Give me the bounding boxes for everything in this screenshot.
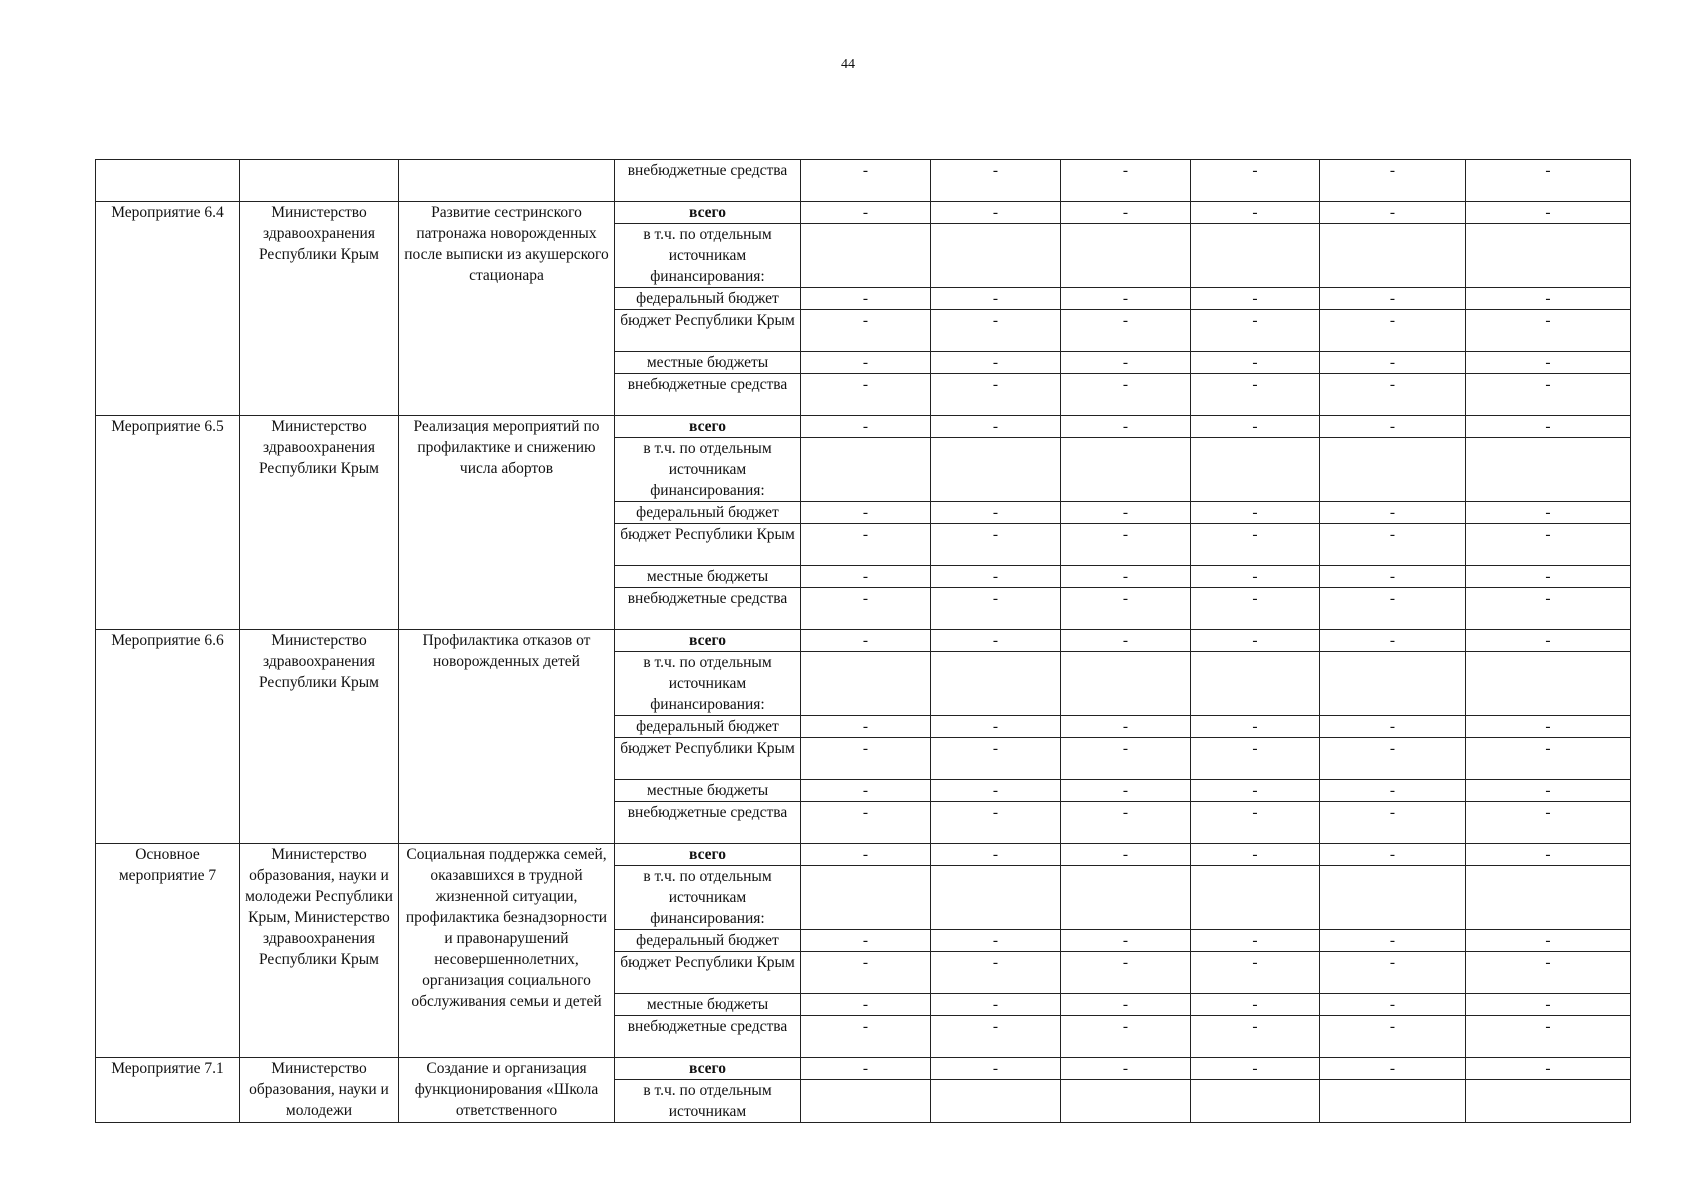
source-incl: в т.ч. по отдельным источникам финансирования:: [615, 652, 801, 716]
value-cell: [1191, 1080, 1320, 1123]
executor-cell: Министерство образования, науки и молодежи: [240, 1058, 399, 1123]
source-local: местные бюджеты: [615, 994, 801, 1016]
source-extra: внебюджетные средства: [615, 374, 801, 416]
source-federal: федеральный бюджет: [615, 716, 801, 738]
value-cell: -: [1320, 502, 1466, 524]
value-cell: -: [1320, 952, 1466, 994]
value-cell: -: [931, 716, 1061, 738]
value-cell: -: [1320, 1016, 1466, 1058]
value-cell: -: [1191, 780, 1320, 802]
value-cell: -: [1061, 994, 1191, 1016]
value-cell: -: [801, 588, 931, 630]
value-cell: -: [801, 416, 931, 438]
value-cell: [1320, 866, 1466, 930]
value-cell: -: [1466, 202, 1631, 224]
value-cell: -: [1061, 352, 1191, 374]
value-cell: -: [1466, 288, 1631, 310]
value-cell: -: [1466, 1016, 1631, 1058]
value-cell: -: [931, 288, 1061, 310]
value-cell: -: [1466, 566, 1631, 588]
source-total: всего: [615, 202, 801, 224]
table-row: [96, 1058, 1631, 1080]
source-extra: внебюджетные средства: [615, 1016, 801, 1058]
value-cell: -: [931, 1016, 1061, 1058]
source-total: всего: [615, 1058, 801, 1080]
value-cell: -: [1061, 630, 1191, 652]
value-cell: -: [1191, 994, 1320, 1016]
value-cell: -: [1466, 930, 1631, 952]
value-cell: [931, 1080, 1061, 1123]
value-cell: -: [931, 844, 1061, 866]
value-cell: -: [1061, 374, 1191, 416]
value-cell: -: [931, 738, 1061, 780]
value-cell: -: [1320, 202, 1466, 224]
value-cell: -: [801, 1058, 931, 1080]
value-cell: -: [1191, 502, 1320, 524]
value-cell: -: [1061, 802, 1191, 844]
value-cell: [801, 1080, 931, 1123]
value-cell: -: [1191, 588, 1320, 630]
value-cell: -: [1061, 566, 1191, 588]
value-cell: -: [931, 588, 1061, 630]
value-cell: -: [931, 416, 1061, 438]
value-cell: [1061, 224, 1191, 288]
value-cell: -: [931, 566, 1061, 588]
value-cell: -: [1320, 738, 1466, 780]
value-cell: -: [1320, 588, 1466, 630]
value-cell: [801, 438, 931, 502]
value-cell: [931, 438, 1061, 502]
source-incl: в т.ч. по отдельным источникам финансирования:: [615, 866, 801, 930]
source-federal: федеральный бюджет: [615, 502, 801, 524]
value-cell: [931, 652, 1061, 716]
value-cell: -: [801, 310, 931, 352]
value-cell: -: [1191, 1016, 1320, 1058]
value-cell: [1320, 438, 1466, 502]
value-cell: -: [801, 288, 931, 310]
source-total: всего: [615, 630, 801, 652]
source-republic: бюджет Республики Крым: [615, 310, 801, 352]
source-incl: в т.ч. по отдельным источникам: [615, 1080, 801, 1123]
name-cell: Создание и организация функционирования «Школа ответственного: [399, 1058, 615, 1123]
value-cell: -: [1061, 524, 1191, 566]
value-cell: -: [1320, 994, 1466, 1016]
value-cell: [1061, 866, 1191, 930]
source-federal: федеральный бюджет: [615, 930, 801, 952]
value-cell: -: [1061, 1016, 1191, 1058]
value-cell: -: [1191, 1058, 1320, 1080]
value-cell: -: [1320, 1058, 1466, 1080]
value-cell: -: [1191, 930, 1320, 952]
value-cell: -: [1191, 416, 1320, 438]
value-cell: [801, 652, 931, 716]
executor-cell: Министерство здравоохранения Республики Крым: [240, 202, 399, 416]
source-total: всего: [615, 844, 801, 866]
value-cell: -: [1061, 416, 1191, 438]
name-cell: Социальная поддержка семей, оказавшихся в трудной жизненной ситуации, профилактика безнадзорности и правонарушений несовершеннолетних, организация социального обслуживания семьи и детей: [399, 844, 615, 1058]
value-cell: -: [1320, 844, 1466, 866]
value-cell: -: [1061, 310, 1191, 352]
value-cell: -: [1320, 780, 1466, 802]
value-cell: -: [1191, 374, 1320, 416]
value-cell: -: [801, 844, 931, 866]
value-cell: -: [931, 630, 1061, 652]
value-cell: -: [1320, 930, 1466, 952]
value-cell: [1320, 1080, 1466, 1123]
value-cell: [801, 224, 931, 288]
value-cell: [1191, 224, 1320, 288]
value-cell: -: [1466, 502, 1631, 524]
value-cell: -: [1466, 802, 1631, 844]
executor-cell: [240, 160, 399, 202]
value-cell: [1061, 652, 1191, 716]
event-cell: Мероприятие 7.1: [96, 1058, 240, 1123]
value-cell: -: [1061, 588, 1191, 630]
value-cell: [931, 866, 1061, 930]
value-cell: -: [1466, 524, 1631, 566]
source-extra: внебюджетные средства: [615, 802, 801, 844]
value-cell: -: [1061, 780, 1191, 802]
name-cell: [399, 160, 615, 202]
value-cell: -: [931, 780, 1061, 802]
value-cell: -: [931, 310, 1061, 352]
value-cell: -: [1320, 310, 1466, 352]
value-cell: -: [1191, 524, 1320, 566]
value-cell: -: [931, 1058, 1061, 1080]
executor-cell: Министерство здравоохранения Республики Крым: [240, 630, 399, 844]
value-cell: -: [931, 352, 1061, 374]
value-cell: -: [801, 716, 931, 738]
value-cell: -: [1466, 780, 1631, 802]
value-cell: -: [1466, 844, 1631, 866]
value-cell: -: [1466, 416, 1631, 438]
value-cell: [1191, 866, 1320, 930]
value-cell: [1191, 652, 1320, 716]
value-cell: -: [801, 802, 931, 844]
value-cell: -: [801, 780, 931, 802]
event-cell: [96, 160, 240, 202]
source-republic: бюджет Республики Крым: [615, 738, 801, 780]
source-local: местные бюджеты: [615, 780, 801, 802]
table-row: [96, 844, 1631, 866]
value-cell: -: [1466, 310, 1631, 352]
source-total: всего: [615, 416, 801, 438]
value-cell: -: [1320, 716, 1466, 738]
value-cell: [1466, 224, 1631, 288]
value-cell: -: [1061, 502, 1191, 524]
name-cell: Реализация мероприятий по профилактике и снижению числа абортов: [399, 416, 615, 630]
value-cell: -: [801, 738, 931, 780]
value-cell: [1466, 866, 1631, 930]
value-cell: -: [1466, 374, 1631, 416]
value-cell: -: [801, 524, 931, 566]
value-cell: -: [1466, 588, 1631, 630]
value-cell: [1061, 1080, 1191, 1123]
value-cell: [1320, 224, 1466, 288]
source-extra: внебюджетные средства: [615, 160, 801, 202]
value-cell: -: [1320, 630, 1466, 652]
value-cell: -: [931, 930, 1061, 952]
event-cell: Мероприятие 6.5: [96, 416, 240, 630]
executor-cell: Министерство здравоохранения Республики Крым: [240, 416, 399, 630]
name-cell: Профилактика отказов от новорожденных детей: [399, 630, 615, 844]
value-cell: -: [1320, 566, 1466, 588]
value-cell: -: [931, 524, 1061, 566]
table-row: [96, 630, 1631, 652]
value-cell: -: [1061, 844, 1191, 866]
table-row: [96, 416, 1631, 438]
value-cell: -: [1191, 844, 1320, 866]
value-cell: -: [1320, 352, 1466, 374]
value-cell: [1061, 438, 1191, 502]
value-cell: -: [1191, 738, 1320, 780]
value-cell: -: [1320, 374, 1466, 416]
value-cell: -: [1320, 416, 1466, 438]
value-cell: -: [1466, 994, 1631, 1016]
value-cell: -: [931, 374, 1061, 416]
value-cell: [1466, 1080, 1631, 1123]
source-incl: в т.ч. по отдельным источникам финансирования:: [615, 224, 801, 288]
value-cell: -: [1191, 288, 1320, 310]
value-cell: -: [1061, 288, 1191, 310]
value-cell: -: [1061, 160, 1191, 202]
table-row: [96, 160, 1631, 202]
value-cell: -: [801, 952, 931, 994]
value-cell: -: [801, 930, 931, 952]
value-cell: -: [931, 160, 1061, 202]
value-cell: -: [1191, 160, 1320, 202]
value-cell: -: [801, 202, 931, 224]
value-cell: -: [801, 566, 931, 588]
value-cell: [1191, 438, 1320, 502]
value-cell: -: [931, 202, 1061, 224]
value-cell: -: [1191, 952, 1320, 994]
source-republic: бюджет Республики Крым: [615, 952, 801, 994]
value-cell: -: [801, 502, 931, 524]
value-cell: -: [931, 994, 1061, 1016]
value-cell: [931, 224, 1061, 288]
source-extra: внебюджетные средства: [615, 588, 801, 630]
value-cell: [801, 866, 931, 930]
value-cell: -: [801, 352, 931, 374]
source-federal: федеральный бюджет: [615, 288, 801, 310]
value-cell: -: [1191, 202, 1320, 224]
source-republic: бюджет Республики Крым: [615, 524, 801, 566]
value-cell: -: [931, 802, 1061, 844]
value-cell: -: [1466, 160, 1631, 202]
table-row: [96, 202, 1631, 224]
value-cell: -: [1061, 1058, 1191, 1080]
value-cell: -: [931, 952, 1061, 994]
value-cell: -: [1466, 738, 1631, 780]
value-cell: -: [931, 502, 1061, 524]
value-cell: -: [1191, 802, 1320, 844]
source-local: местные бюджеты: [615, 566, 801, 588]
event-cell: Основное мероприятие 7: [96, 844, 240, 1058]
value-cell: -: [1320, 288, 1466, 310]
executor-cell: Министерство образования, науки и молодежи Республики Крым, Министерство здравоохранения Республики Крым: [240, 844, 399, 1058]
value-cell: [1466, 652, 1631, 716]
source-incl: в т.ч. по отдельным источникам финансирования:: [615, 438, 801, 502]
value-cell: -: [1191, 566, 1320, 588]
value-cell: -: [1191, 630, 1320, 652]
value-cell: -: [1466, 630, 1631, 652]
value-cell: -: [1191, 310, 1320, 352]
value-cell: -: [1320, 802, 1466, 844]
event-cell: Мероприятие 6.6: [96, 630, 240, 844]
value-cell: -: [1466, 716, 1631, 738]
event-cell: Мероприятие 6.4: [96, 202, 240, 416]
value-cell: -: [1061, 202, 1191, 224]
value-cell: -: [1320, 160, 1466, 202]
name-cell: Развитие сестринского патронажа новорожденных после выписки из акушерского стационара: [399, 202, 615, 416]
value-cell: -: [801, 160, 931, 202]
value-cell: -: [801, 374, 931, 416]
value-cell: -: [801, 630, 931, 652]
value-cell: -: [801, 994, 931, 1016]
value-cell: -: [1061, 952, 1191, 994]
value-cell: -: [1061, 930, 1191, 952]
value-cell: -: [1191, 352, 1320, 374]
value-cell: -: [1191, 716, 1320, 738]
value-cell: -: [1320, 524, 1466, 566]
value-cell: -: [1061, 716, 1191, 738]
value-cell: -: [1466, 952, 1631, 994]
value-cell: -: [1466, 352, 1631, 374]
value-cell: -: [1466, 1058, 1631, 1080]
value-cell: -: [801, 1016, 931, 1058]
page-number: 44: [841, 57, 855, 72]
value-cell: [1320, 652, 1466, 716]
funding-table: [95, 159, 1631, 1123]
value-cell: [1466, 438, 1631, 502]
value-cell: -: [1061, 738, 1191, 780]
source-local: местные бюджеты: [615, 352, 801, 374]
